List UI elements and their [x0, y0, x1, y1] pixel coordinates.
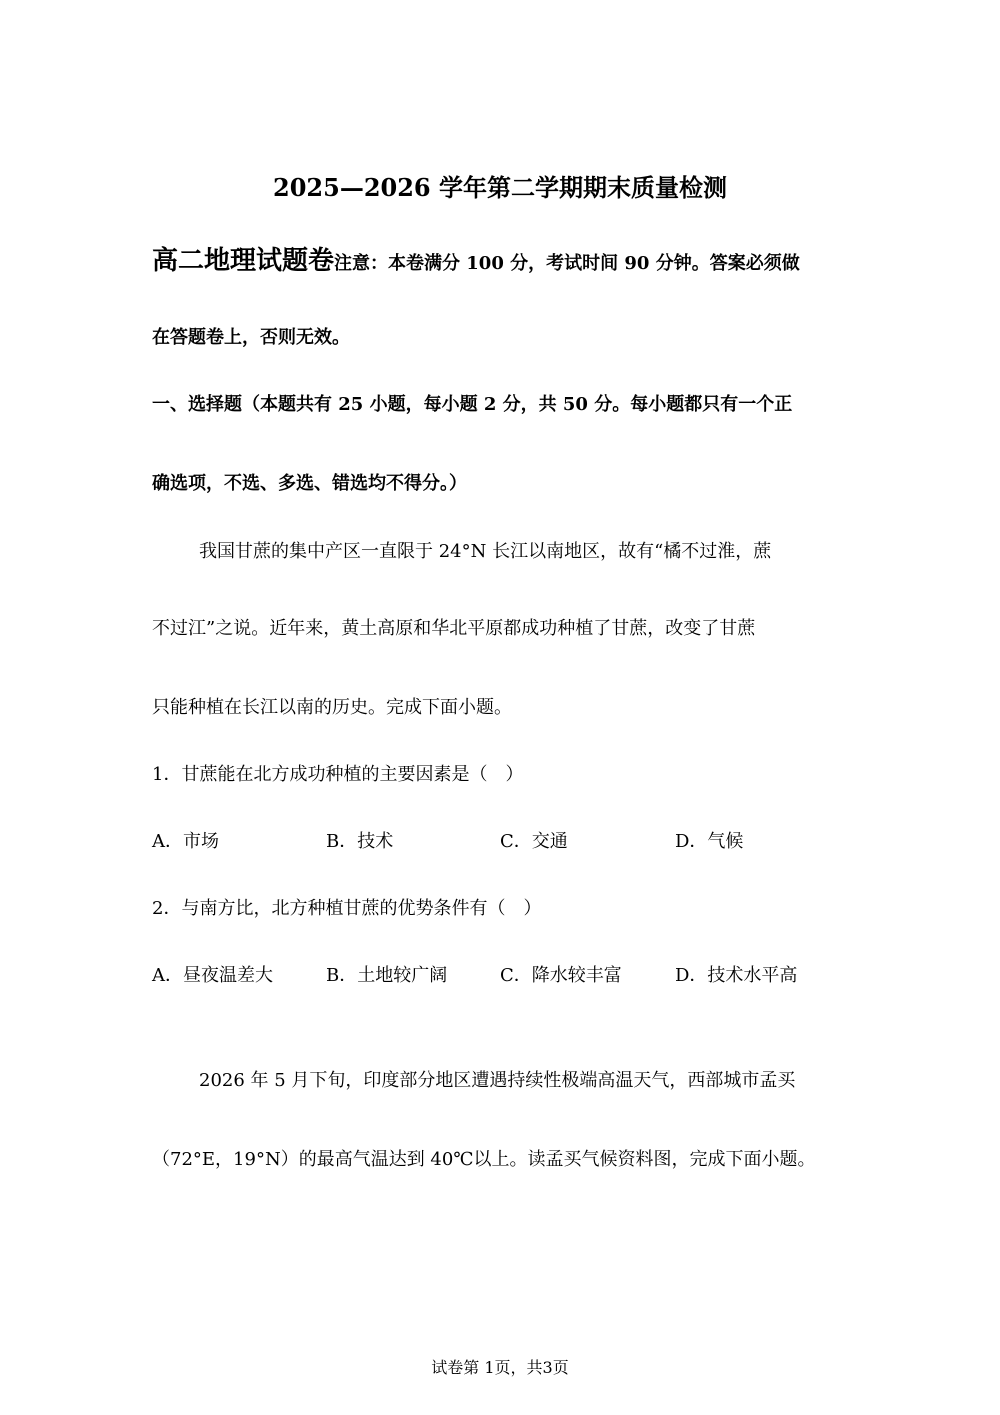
- passage2-line1: 2026 年 5 月下旬，印度部分地区遭遇持续性极端高温天气，西部城市孟买: [199, 1070, 796, 1091]
- section-heading-line2: 确选项，不选、多选、错选均不得分。）: [152, 473, 467, 494]
- question-1-stem: 1．甘蔗能在北方成功种植的主要因素是（ ）: [152, 764, 524, 785]
- question-1-option-c: C．交通: [500, 831, 568, 852]
- question-1-option-d: D．气候: [675, 831, 744, 852]
- section-heading-line1: 一、选择题（本题共有 25 小题，每小题 2 分，共 50 分。每小题都只有一个正: [152, 394, 793, 415]
- question-1-option-b: B．技术: [326, 831, 394, 852]
- question-2-stem: 2．与南方比，北方种植甘蔗的优势条件有（ ）: [152, 898, 542, 919]
- question-2-option-d: D．技术水平高: [675, 965, 798, 986]
- question-2-option-b: B．土地较广阔: [326, 965, 448, 986]
- question-2-option-c: C．降水较丰富: [500, 965, 622, 986]
- notice-text-line2: 在答题卷上，否则无效。: [152, 327, 350, 348]
- passage2-line2: （72°E，19°N）的最高气温达到 40℃以上。读孟买气候资料图，完成下面小题。: [152, 1149, 816, 1170]
- exam-subtitle: 高二地理试题卷: [152, 246, 335, 276]
- header-line: [152, 240, 800, 277]
- passage1-line2: 不过江”之说。近年来，黄土高原和华北平原都成功种植了甘蔗，改变了甘蔗: [152, 618, 756, 639]
- question-1-option-a: A．市场: [152, 831, 219, 852]
- notice-text-line1: 注意：本卷满分 100 分，考试时间 90 分钟。答案必须做: [334, 253, 800, 274]
- passage1-line1: 我国甘蔗的集中产区一直限于 24°N 长江以南地区，故有“橘不过淮，蔗: [199, 541, 772, 562]
- passage1-line3: 只能种植在长江以南的历史。完成下面小题。: [152, 697, 512, 718]
- page-footer: 试卷第 1页，共3页: [431, 1358, 569, 1377]
- question-2-option-a: A．昼夜温差大: [152, 965, 273, 986]
- page-title: 2025—2026 学年第二学期期末质量检测: [273, 173, 727, 202]
